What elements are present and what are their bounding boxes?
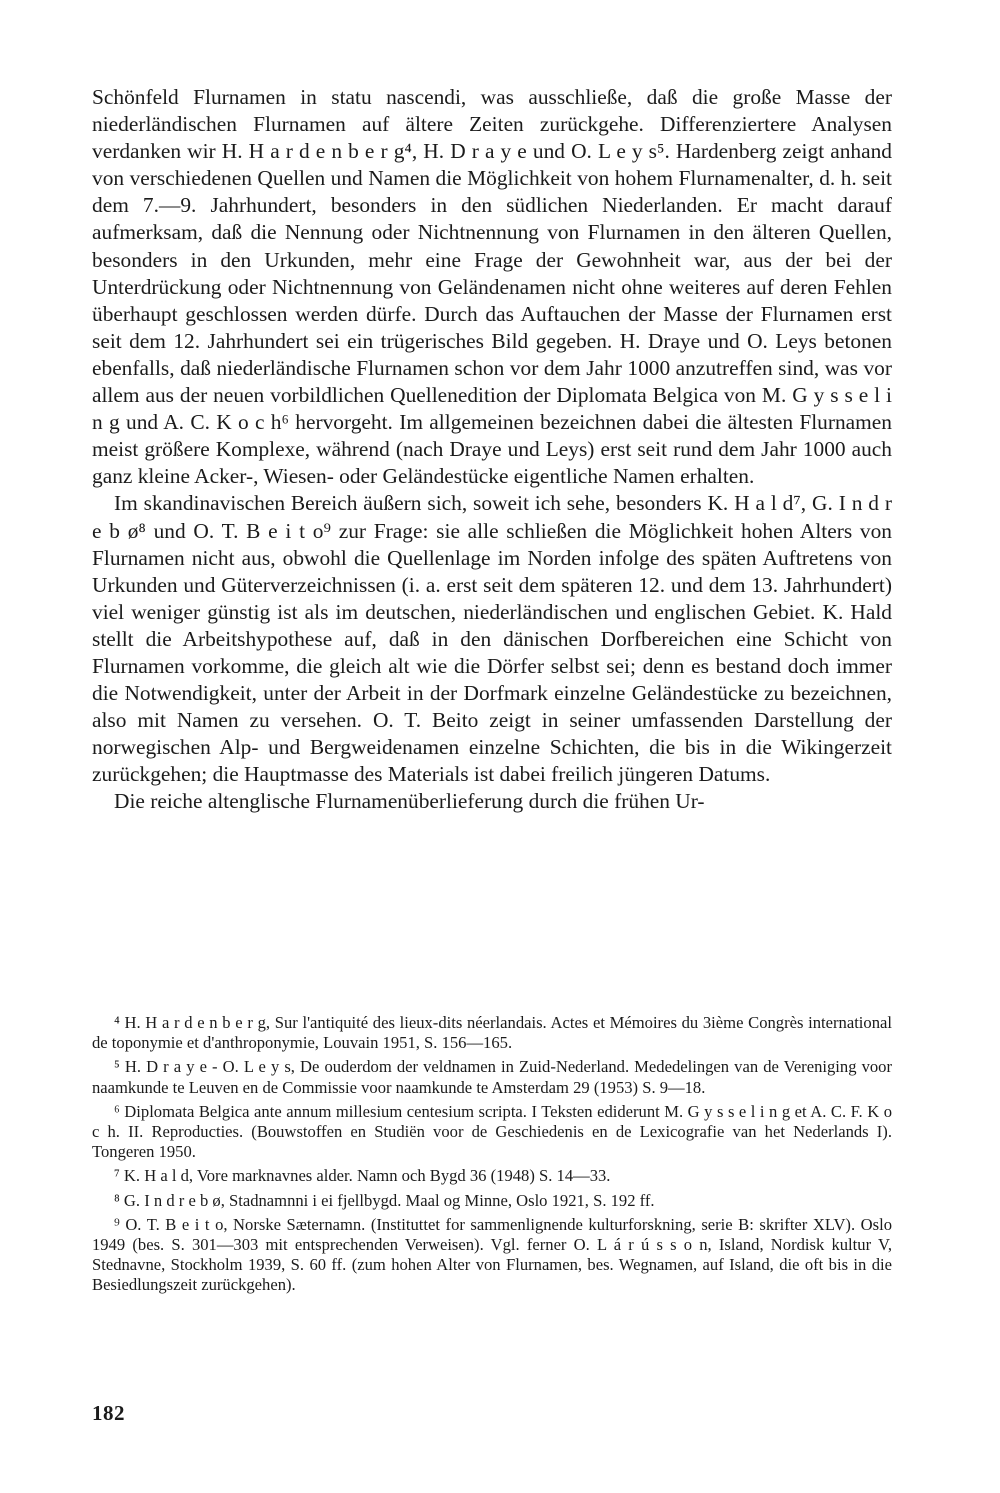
footnote: ⁶ Diplomata Belgica ante annum millesium centesium scripta. I Teksten ediderunt M. G y s s e l i n g et A. C. F. K o c h. II. Reproducties. (Bouwstoffen en Studiën voor de Geschiedenis en de Lexicografie van het Nederlands I). Tongeren 1950.: [92, 1101, 892, 1162]
footnote: ⁹ O. T. B e i t o, Norske Sæternamn. (Instituttet for sammenlignende kulturforskning, serie B: skrifter XLV). Oslo 1949 (bes. S. 301—303 mit entsprechenden Verweisen). Vgl. ferner O. L á r ú s s o n, Island, Nordisk kultur V, Stednavne, Stockholm 1939, S. 60 ff. (zum hohen Alter von Flurnamen, bes. Wegnamen, auf Island, die oft bis in die Besiedlungszeit zurückgehen).: [92, 1214, 892, 1295]
page-number: 182: [92, 1401, 125, 1425]
footnotes: [92, 1013, 892, 1300]
footnote: ⁵ H. D r a y e - O. L e y s, De ouderdom der veldnamen in Zuid-Nederland. Mededelingen van de Vereniging voor naamkunde te Leuven en de Commissie voor naamkunde te Amsterdam 29 (1953) S. 9—18.: [92, 1057, 892, 1097]
footnote: ⁷ K. H a l d, Vore marknavnes alder. Namn och Bygd 36 (1948) S. 14—33.: [114, 1166, 611, 1186]
paragraph: Im skandinavischen Bereich äußern sich, soweit ich sehe, besonders K. H a l d⁷, G. I n d r e b ø⁸ und O. T. B e i t o⁹ zur Frage: sie alle schließen die Möglichkeit hohen Alters von Flurnamen nicht aus, obwohl die Quellenlage im Norden infolge des späten Auftretens von Urkunden und Güterverzeichnissen (i. a. erst seit dem späteren 12. und dem 13. Jahrhundert) viel weniger günstig ist als im deutschen, niederländischen und englischen Gebiet. K. Hald stellt die Arbeitshypothese auf, daß in den dänischen Dorfbereichen eine Schicht von Flurnamen vorkomme, die gleich alt wie die Dörfer selbst sei; denn es bestand doch immer die Notwendigkeit, unter der Arbeit in der Dorfmark einzelne Geländestücke zu bezeichnen, also mit Namen zu versehen. O. T. Beito zeigt in seiner umfassenden Darstellung der norwegischen Alp- und Bergweidenamen einzelne Schichten, die bis in die Wikingerzeit zurückgehen; die Hauptmasse des Materials ist dabei freilich jüngeren Datums.: [92, 491, 892, 787]
paragraph: Die reiche altenglische Flurnamenüberlieferung durch die frühen Ur-: [114, 789, 705, 814]
footnote: ⁴ H. H a r d e n b e r g, Sur l'antiquité des lieux-dits néerlandais. Actes et Mémoires du 3ième Congrès international de toponymie et d'anthroponymie, Louvain 1951, S. 156—165.: [92, 1013, 892, 1053]
paragraph: Schönfeld Flurnamen in statu nascendi, was ausschließe, daß die große Masse der niederländischen Flurnamen auf ältere Zeiten zurückgehe. Differenziertere Analysen verdanken wir H. H a r d e n b e r g⁴, H. D r a y e und O. L e y s⁵. Hardenberg zeigt anhand von verschiedenen Quellen und Namen die Möglichkeit von hohem Flurnamenalter, d. h. seit dem 7.—9. Jahrhundert, besonders in den südlichen Niederlanden. Er macht darauf aufmerksam, daß die Nennung oder Nichtnennung von Flurnamen in den älteren Quellen, besonders in den Urkunden, mehr eine Frage der Gewohnheit war, aus der bei der Unterdrückung oder Nichtnennung von Geländenamen nicht ohne weiteres auf deren Fehlen überhaupt geschlossen werden dürfe. Durch das Auftauchen der Masse der Flurnamen erst seit dem 12. Jahrhundert sei ein trügerisches Bild gegeben. H. Draye und O. Leys betonen ebenfalls, daß niederländische Flurnamen schon vor dem Jahr 1000 anzutreffen sind, was vor allem aus der neuen vorbildlichen Quellenedition der Diplomata Belgica von M. G y s s e l i n g und A. C. K o c h⁶ hervorgeht. Im allgemeinen bezeichnen dabei die ältesten Flurnamen meist größere Komplexe, während (nach Draye und Leys) erst seit rund dem Jahr 1000 auch ganz kleine Acker-, Wiesen- oder Geländestücke eigentliche Namen erhalten.: [92, 85, 892, 489]
main-text: [92, 84, 892, 816]
footnote: ⁸ G. I n d r e b ø, Stadnamnni i ei fjellbygd. Maal og Minne, Oslo 1921, S. 192 ff.: [114, 1190, 655, 1210]
